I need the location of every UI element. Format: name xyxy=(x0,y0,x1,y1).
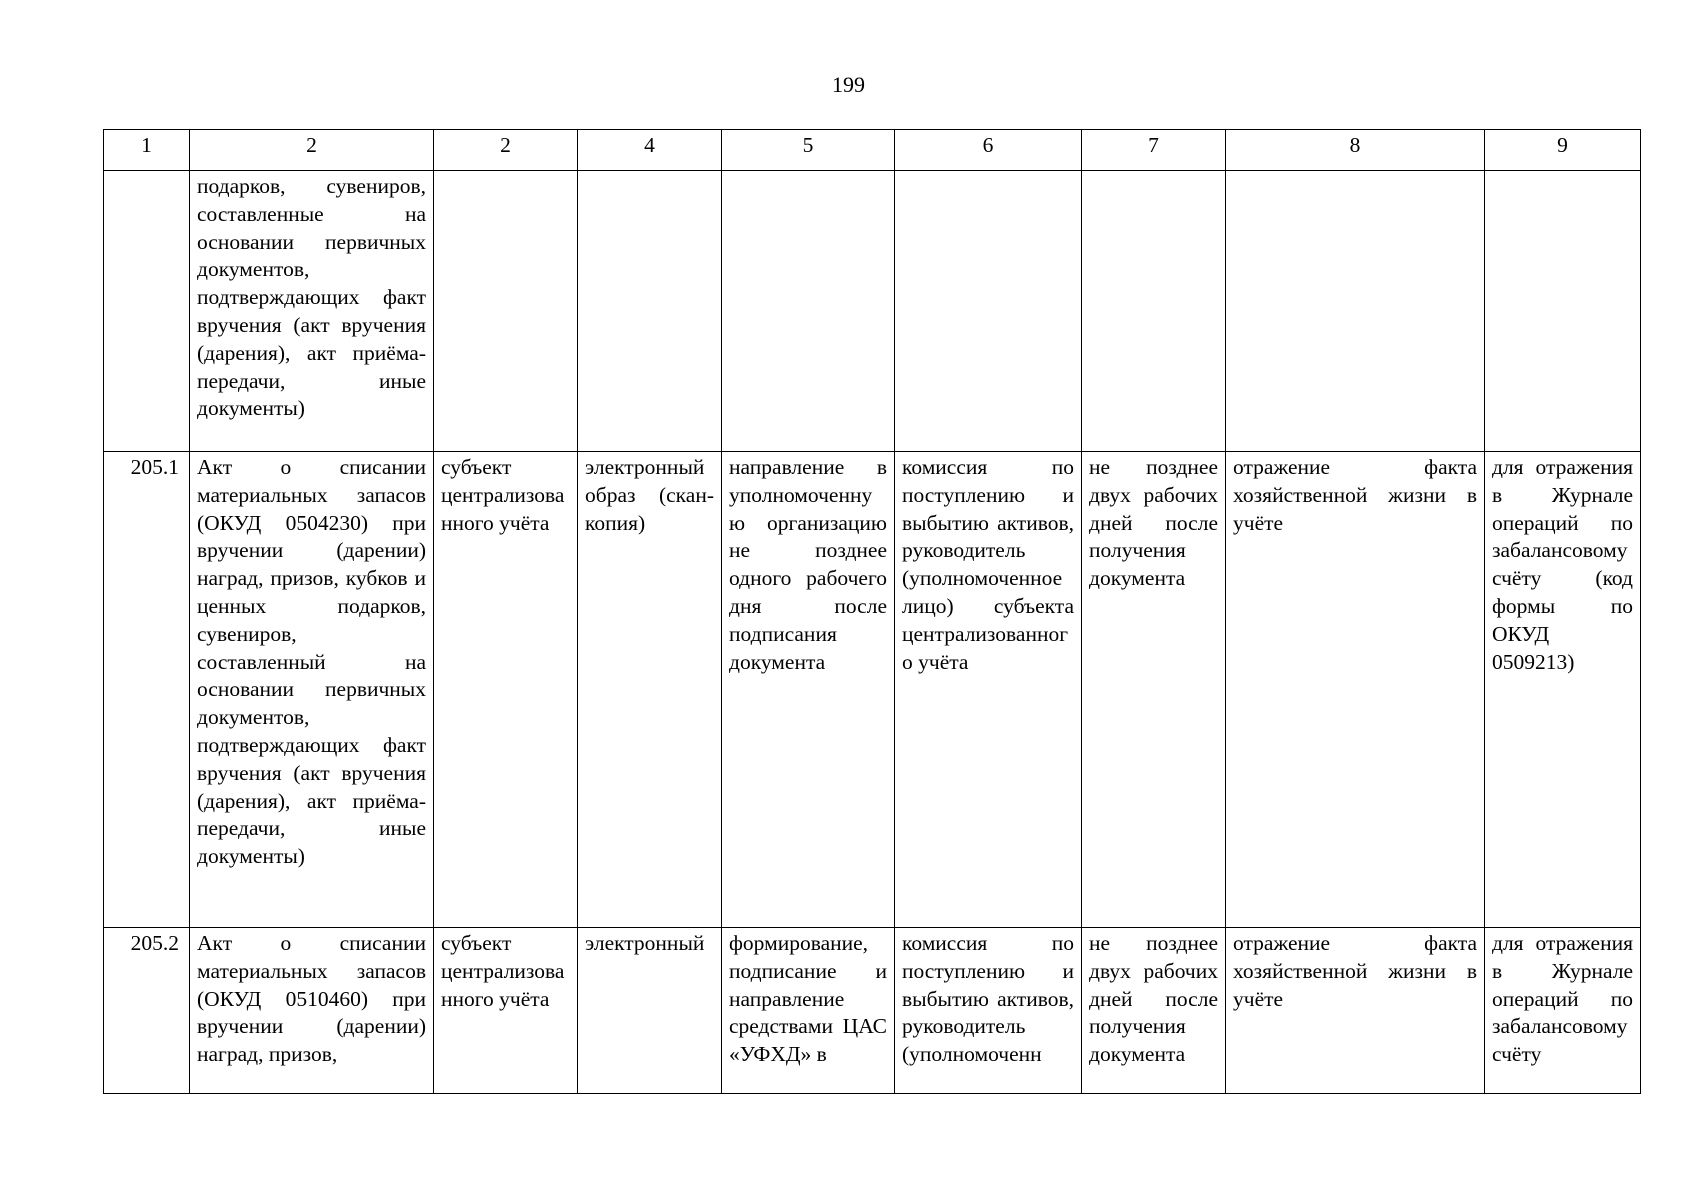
originator-cell: субъект централизованного учёта xyxy=(434,452,578,928)
header-cell: 6 xyxy=(895,130,1082,171)
document-name-cell: Акт о списании материальных запасов (ОКУД 0510460) при вручении (дарении) наград, призов, xyxy=(190,928,434,1094)
header-cell: 9 xyxy=(1485,130,1641,171)
header-cell: 8 xyxy=(1226,130,1485,171)
table-row xyxy=(104,928,1641,1094)
action-cell: отражение факта хозяйственной жизни в учёте xyxy=(1226,928,1485,1094)
purpose-cell xyxy=(1485,171,1641,452)
action-cell xyxy=(1226,171,1485,452)
action-cell: отражение факта хозяйственной жизни в учёте xyxy=(1226,452,1485,928)
header-cell: 5 xyxy=(722,130,895,171)
format-cell xyxy=(578,171,722,452)
deadline-cell: не позднее двух рабочих дней после получения документа xyxy=(1082,928,1226,1094)
document-name-cell: подарков, сувениров, составленные на основании первичных документов, подтверждающих факт вручения (акт вручения (дарения), акт приёма-передачи, иные документы) xyxy=(190,171,434,452)
header-cell: 4 xyxy=(578,130,722,171)
row-number-cell: 205.2 xyxy=(104,928,190,1094)
transfer-cell: направление в уполномоченную организацию не позднее одного рабочего дня после подписания документа xyxy=(722,452,895,928)
document-name-cell: Акт о списании материальных запасов (ОКУД 0504230) при вручении (дарении) наград, призов, кубков и ценных подарков, сувениров, составленный на основании первичных документов, подтверждающих факт вручения (акт вручения (дарения), акт приёма-передачи, иные документы) xyxy=(190,452,434,928)
format-cell: электронный образ (скан-копия) xyxy=(578,452,722,928)
page-number: 199 xyxy=(832,72,865,97)
deadline-cell: не позднее двух рабочих дней после получения документа xyxy=(1082,452,1226,928)
format-cell: электронный xyxy=(578,928,722,1094)
table-row xyxy=(104,171,1641,452)
transfer-cell: формирование, подписание и направление средствами ЦАС «УФХД» в xyxy=(722,928,895,1094)
table-header-row xyxy=(104,130,1641,171)
document-table xyxy=(103,129,1641,1094)
header-cell: 2 xyxy=(434,130,578,171)
purpose-cell: для отражения в Журнале операций по забалансовому счёту (код формы по ОКУД 0509213) xyxy=(1485,452,1641,928)
header-cell: 7 xyxy=(1082,130,1226,171)
row-number-cell xyxy=(104,171,190,452)
header-cell: 2 xyxy=(190,130,434,171)
signer-cell: комиссия по поступлению и выбытию активов, руководитель (уполномоченн xyxy=(895,928,1082,1094)
signer-cell xyxy=(895,171,1082,452)
signer-cell: комиссия по поступлению и выбытию активов, руководитель (уполномоченное лицо) субъекта централизованного учёта xyxy=(895,452,1082,928)
purpose-cell: для отражения в Журнале операций по забалансовому счёту xyxy=(1485,928,1641,1094)
row-number-cell: 205.1 xyxy=(104,452,190,928)
originator-cell: субъект централизованного учёта xyxy=(434,928,578,1094)
table-row xyxy=(104,452,1641,928)
header-cell: 1 xyxy=(104,130,190,171)
transfer-cell xyxy=(722,171,895,452)
deadline-cell xyxy=(1082,171,1226,452)
originator-cell xyxy=(434,171,578,452)
